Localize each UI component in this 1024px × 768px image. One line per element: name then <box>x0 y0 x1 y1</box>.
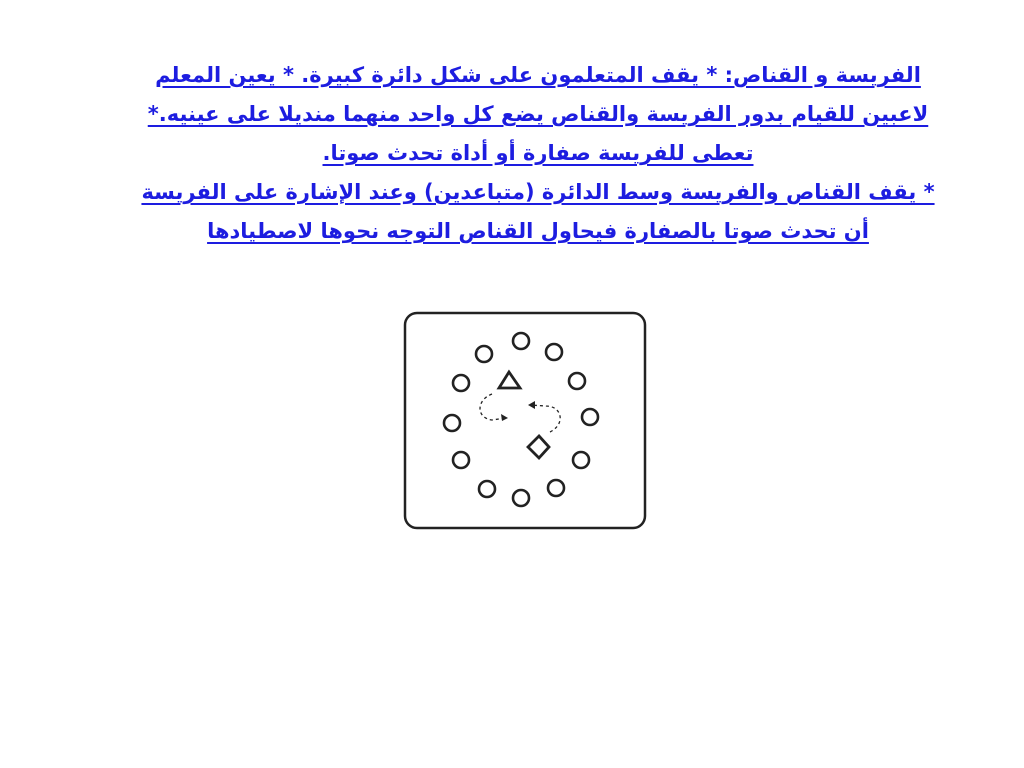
prey-arrow-head-icon <box>528 401 535 409</box>
learner-circle-icon <box>513 490 529 506</box>
game-diagram-svg <box>400 308 652 540</box>
diagram-frame <box>405 313 645 528</box>
learner-circle-icon <box>569 373 585 389</box>
learner-circle-icon <box>444 415 460 431</box>
learner-circle-icon <box>453 452 469 468</box>
learner-circle-icon <box>546 344 562 360</box>
hunter-triangle-icon <box>499 372 520 388</box>
movement-arrows <box>480 394 560 432</box>
slide-text <box>140 56 936 251</box>
learner-circle-icon <box>453 375 469 391</box>
learner-circle-icon <box>582 409 598 425</box>
learner-circle-icon <box>573 452 589 468</box>
prey-diamond-icon <box>528 436 549 458</box>
learner-circle-icon <box>479 481 495 497</box>
paragraph-game-setup-text: الفريسة و القناص: * يقف المتعلمون على شكل دائرة كبيرة. * يعين المعلم لاعبين للقيام بدور الفريسة والقناص يضع كل واحد منهما منديلا على عينيه.* تعطى للفريسة صفارة أو أداة تحدث صوتا. <box>147 63 929 165</box>
learners-ring <box>444 333 598 506</box>
paragraph-game-setup <box>140 56 936 173</box>
learner-circle-icon <box>513 333 529 349</box>
paragraph-game-play-text: * يقف القناص والفريسة وسط الدائرة (متباعدين) وعند الإشارة على الفريسة أن تحدث صوتا بالصفارة فيحاول القناص التوجه نحوها لاصطيادها <box>141 180 935 243</box>
game-diagram <box>400 308 652 540</box>
hunter-arrow-head-icon <box>501 414 508 421</box>
learner-circle-icon <box>548 480 564 496</box>
paragraph-game-play <box>140 173 936 251</box>
learner-circle-icon <box>476 346 492 362</box>
arrow-heads <box>501 401 535 421</box>
prey-path-arrow <box>530 405 560 432</box>
